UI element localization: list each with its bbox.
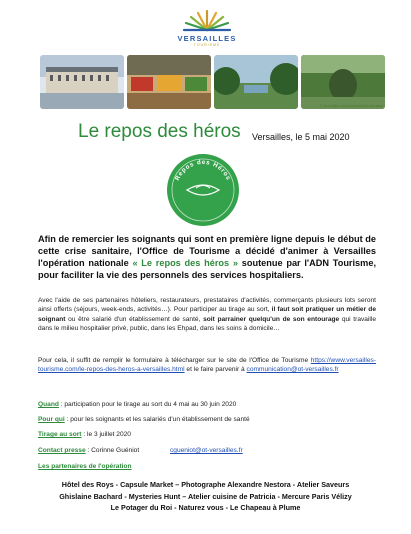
intro-part1: Afin de remercier les soignants qui sont en première ligne depuis le début de cette crise sanitaire, l'Office de Tourisme a décidé d'animer à Versailles l'opération nationale xyxy=(38,234,376,268)
communication-email-link[interactable]: communication@ot-versailles.fr xyxy=(246,366,339,374)
contact-email-link[interactable]: cgueniot@ot-versailles.fr xyxy=(170,447,243,454)
photo-gardens xyxy=(214,55,298,109)
info-contact xyxy=(38,447,243,454)
para2-text-1: Pour cela, il suffit de remplir le formulaire à télécharger sur le site de l'Office de Tourisme xyxy=(38,357,311,364)
photo-statue xyxy=(301,55,385,109)
info-pour-qui xyxy=(38,416,250,423)
tirage-text: : le 3 juillet 2020 xyxy=(81,431,131,438)
photo-chateau xyxy=(40,55,124,109)
dateline: Versailles, le 5 mai 2020 xyxy=(252,132,350,142)
form-url-link[interactable]: https://www.versailles-tourisme.com/le-repos-des-heros-a-versailles.html xyxy=(38,357,376,374)
logo-subtitle: TOURISME xyxy=(193,43,221,47)
sun-icon xyxy=(170,8,244,34)
partners-line-3: Le Potager du Roi - Naturez vous - Le Chapeau à Plume xyxy=(110,503,301,512)
pour-qui-text: : pour les soignants et les salariés d'un établissement de santé xyxy=(64,416,250,423)
quand-label: Quand xyxy=(38,401,59,408)
partners-line-1: Hôtel des Roys - Capsule Market – Photographe Alexandre Nestora - Atelier Saveurs xyxy=(61,480,350,489)
partners-label: Les partenaires de l'opération xyxy=(38,463,132,470)
intro-paragraph xyxy=(38,233,376,281)
form-paragraph xyxy=(38,356,376,375)
operation-name: « Le repos des héros » xyxy=(132,258,238,268)
partners-paragraph xyxy=(38,296,376,334)
intro-part2: soutenue par l'ADN Tourisme, pour faciliter la vie des personnels des services hospitaliers. xyxy=(38,258,376,280)
badge-text: Repos des Héros xyxy=(174,158,232,182)
repos-des-heros-badge xyxy=(163,150,243,230)
tirage-label: Tirage au sort xyxy=(38,431,82,438)
contact-text: : Corinne Guéniot xyxy=(85,447,140,454)
para1-bold-2: soit parrainer quelqu'un de son entourage xyxy=(203,315,340,323)
photo-market xyxy=(127,55,211,109)
logo-name: VERSAILLES xyxy=(177,34,237,43)
info-tirage xyxy=(38,431,131,438)
para2-text-2: et le faire parvenir à xyxy=(184,366,247,374)
pour-qui-label: Pour qui xyxy=(38,416,65,423)
contact-label: Contact presse xyxy=(38,447,86,454)
para1-bold-1: il faut soit pratiquer un métier de soignant xyxy=(38,306,376,323)
para1-text-1: Avec l'aide de ses partenaires hôteliers, restaurateurs, prestataires d'activités, commerçants plusieurs lots seront ainsi offerts (séjours, week-ends, activités…). Pour participer au tirage au sort, xyxy=(38,297,376,314)
info-quand xyxy=(38,401,236,408)
para1-text-3: qui travaille dans le milieu hospitalier privé, public, dans les Ehpad, dans les soins à domicile… xyxy=(38,315,377,333)
partners-line-2: Ghislaine Bachard - Mysteries Hunt – Atelier cuisine de Patricia - Mercure Paris Vélizy xyxy=(59,491,352,501)
quand-text: : participation pour le tirage au sort du 4 mai au 30 juin 2020 xyxy=(58,401,237,408)
photo-credit: © destination-chateauversailles-tourisme xyxy=(319,104,383,108)
photo-strip xyxy=(40,55,385,109)
versailles-tourisme-logo xyxy=(170,8,244,50)
partners-list xyxy=(40,479,371,514)
info-partners-heading xyxy=(38,463,132,470)
page-title: Le repos des héros xyxy=(78,121,241,142)
para1-text-2: ou être salarié d'un établissement de santé, xyxy=(65,315,204,323)
